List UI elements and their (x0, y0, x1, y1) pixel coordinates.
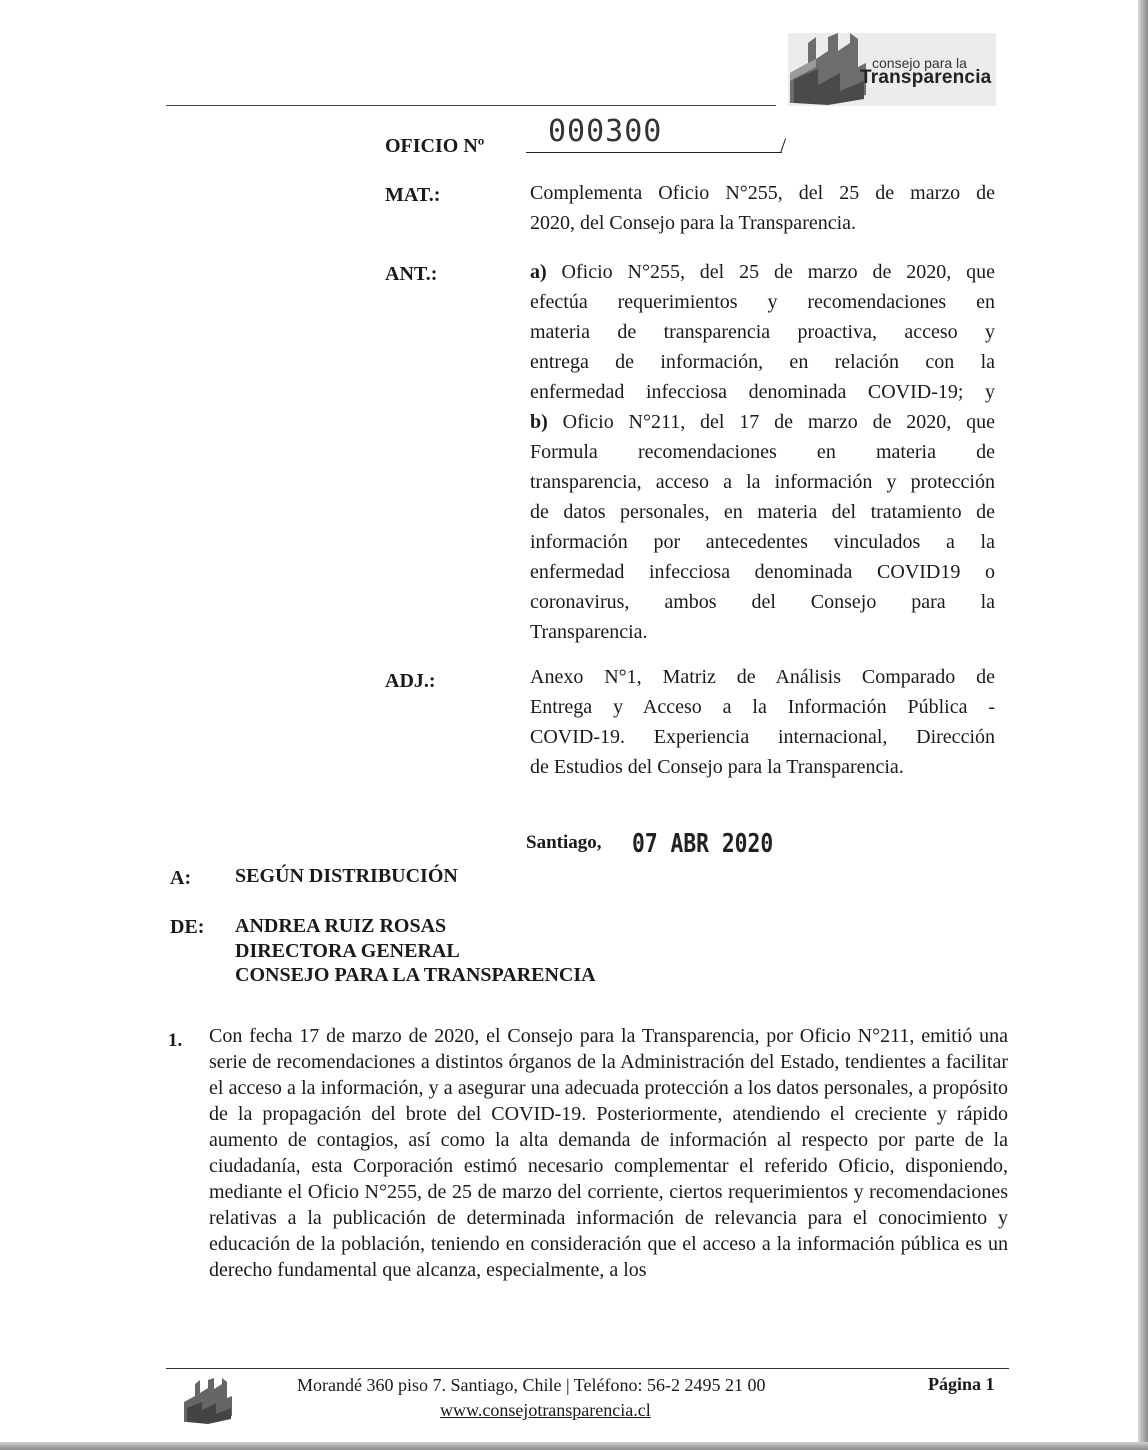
ant-line: materia de transparencia proactiva, acceso y (530, 321, 995, 343)
logo-mark-icon (788, 33, 868, 106)
ant-line (530, 257, 995, 287)
to-value: SEGÚN DISTRIBUCIÓN (235, 865, 458, 887)
mat-value (530, 178, 995, 238)
ant-item-b-marker: b) (530, 411, 548, 433)
date-stamp: 07 ABR 2020 (632, 829, 774, 859)
adj-line: Anexo N°1, Matriz de Análisis Comparado de (530, 666, 995, 688)
ant-line: entrega de información, en relación con la (530, 351, 995, 373)
ant-line: Formula recomendaciones en materia de (530, 441, 995, 463)
ant-line: enfermedad infecciosa denominada COVID19 o (530, 561, 995, 583)
adj-label: ADJ.: (385, 670, 436, 692)
page-edge-bottom (0, 1442, 1148, 1450)
mat-label: MAT.: (385, 184, 441, 206)
from-name: ANDREA RUIZ ROSAS (235, 915, 447, 937)
ant-line: información por antecedentes vinculados a la (530, 531, 995, 553)
oficio-label: OFICIO Nº (385, 135, 485, 157)
footer-page-number: Página 1 (928, 1374, 995, 1394)
paragraph-number: 1. (168, 1030, 183, 1051)
footer-rule (166, 1368, 1009, 1369)
place-city: Santiago, (526, 832, 602, 853)
to-label: A: (170, 867, 192, 889)
ant-line-text: Oficio N°211, del 17 de marzo de 2020, que (562, 411, 996, 433)
ant-line: efectúa requerimientos y recomendaciones en (530, 291, 995, 313)
adj-value (530, 662, 995, 782)
adj-line: COVID-19. Experiencia internacional, Dirección (530, 726, 995, 748)
footer-address: Morandé 360 piso 7. Santiago, Chile | Teléfono: 56-2 2495 21 00 (297, 1375, 766, 1395)
from-label: DE: (170, 916, 205, 938)
ant-label: ANT.: (385, 263, 438, 285)
logo-text-brand: Transparencia (860, 67, 992, 88)
oficio-number-stamp: 000300 (548, 114, 663, 149)
ant-line-text: Oficio N°255, del 25 de marzo de 2020, que (561, 261, 996, 283)
oficio-slash: / (780, 133, 787, 158)
mat-line: Complementa Oficio N°255, del 25 de marzo de (530, 182, 995, 204)
logo-text-small: consejo para la (872, 55, 967, 71)
ant-line: Transparencia. (530, 621, 648, 643)
ant-item-a-marker: a) (530, 261, 547, 283)
ant-line: transparencia, acceso a la información y protección (530, 471, 995, 493)
ant-line: enfermedad infecciosa denominada COVID-19; y (530, 381, 995, 403)
cplt-logo (788, 33, 996, 106)
adj-line: Entrega y Acceso a la Información Pública - (530, 696, 995, 718)
ant-line: coronavirus, ambos del Consejo para la (530, 591, 995, 613)
ant-line: de datos personales, en materia del tratamiento de (530, 501, 995, 523)
adj-line: de Estudios del Consejo para la Transparencia. (530, 756, 904, 778)
ant-value (530, 257, 995, 647)
oficio-underline (526, 152, 782, 153)
header-rule (166, 105, 776, 106)
mat-line: 2020, del Consejo para la Transparencia. (530, 212, 857, 234)
ant-line (530, 407, 995, 437)
paragraph-body: Con fecha 17 de marzo de 2020, el Consejo para la Transparencia, por Oficio N°211, emitió una serie de recomendaciones a distintos órganos de la Administración del Estado, tendientes a facilitar el acceso a la información, y a asegurar una adecuada protección a los datos personales, a propósito de la propagación del brote del COVID-19. Posteriormente, atendiendo el creciente y rápido aumento de contagios, así como la alta demanda de información al respecto por parte de la ciudadanía, esta Corporación estimó necesario complementar el referido Oficio, disponiendo, mediante el Oficio N°255, de 25 de marzo del corriente, ciertos requerimientos y recomendaciones relativas a la publicación de determinada información de relevancia para el conocimiento y educación de la población, teniendo en consideración que el acceso a la información pública es un derecho fundamental que alcanza, especialmente, a los (209, 1025, 1008, 1281)
from-position: DIRECTORA GENERAL (235, 940, 460, 962)
footer-website-link[interactable]: www.consejotransparencia.cl (440, 1400, 651, 1420)
from-organization: CONSEJO PARA LA TRANSPARENCIA (235, 964, 596, 986)
footer-logo-icon (183, 1378, 233, 1424)
page-edge-right (1138, 0, 1148, 1450)
